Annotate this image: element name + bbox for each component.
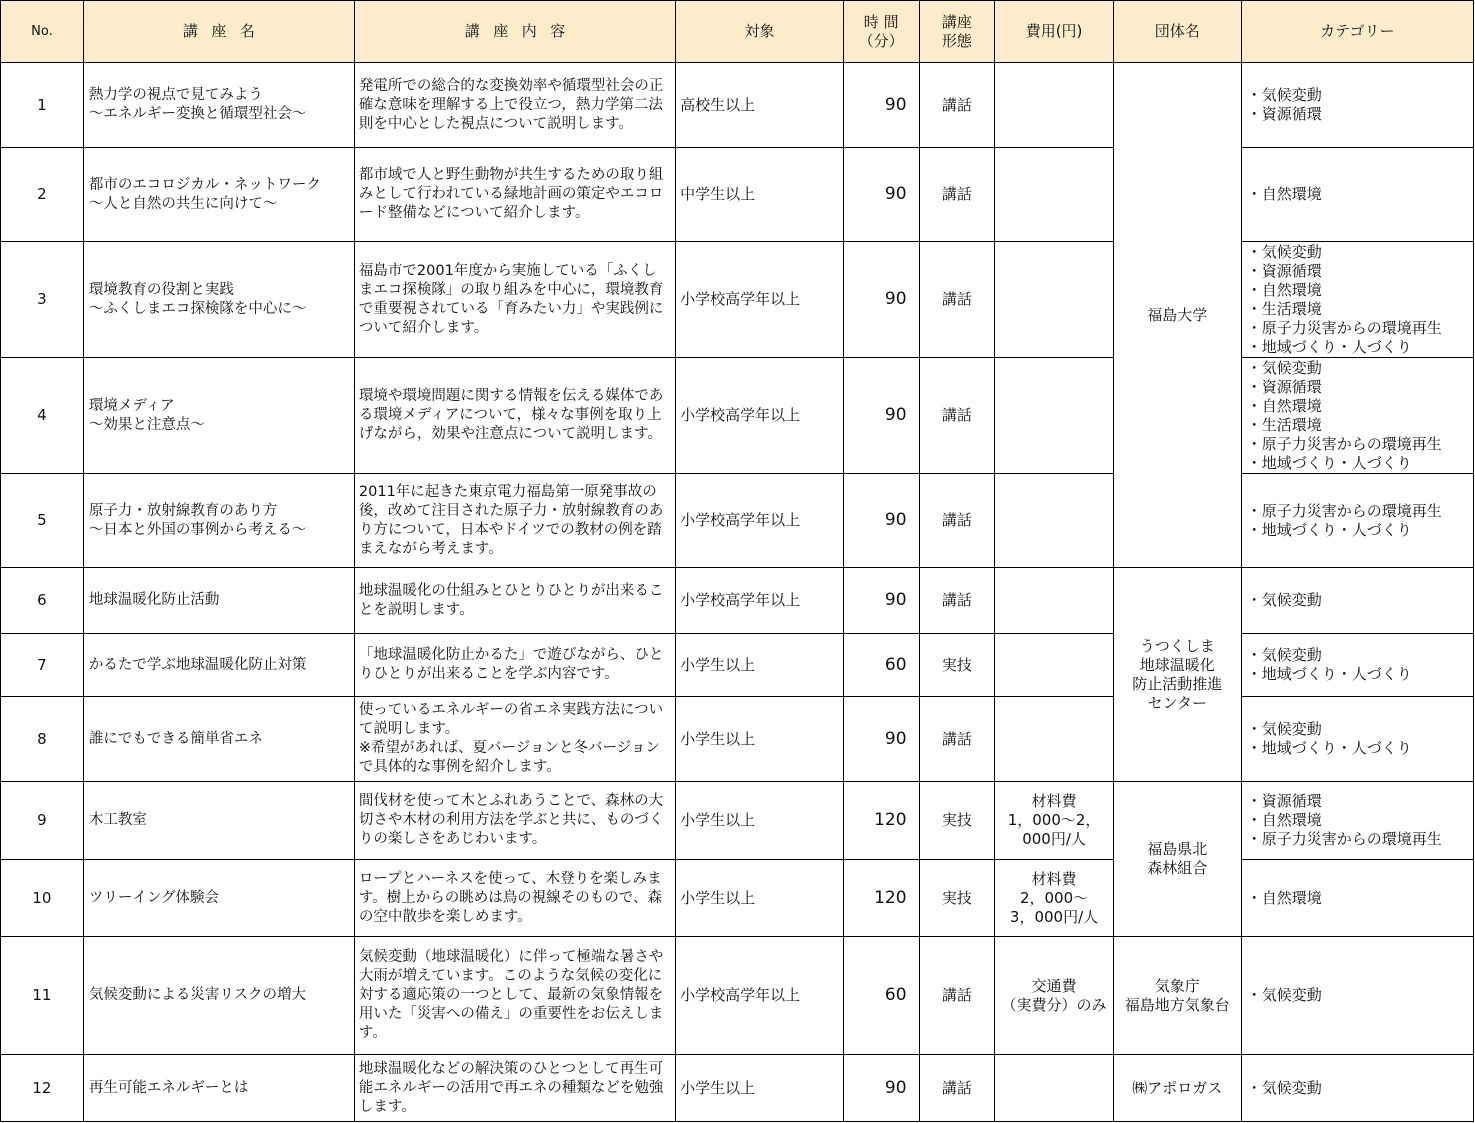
category-item: ・気候変動 <box>1246 720 1322 738</box>
lecture-title-line: ～ふくしまエコ探検隊を中心に～ <box>88 300 307 317</box>
category-list <box>1241 697 1473 782</box>
lecture-content: 間伐材を使って木とふれあうことで、森林の大切さや木材の利用方法を学ぶと共に、ものづくりの楽しさをあじわいます。 <box>354 782 675 860</box>
category-list <box>1241 242 1473 358</box>
duration-minutes: 90 <box>843 358 919 474</box>
lecture-format: 講話 <box>919 937 995 1055</box>
row-number: 10 <box>1 860 84 937</box>
cost-line: （実費分）のみ <box>1001 995 1107 1014</box>
category-item: ・気候変動 <box>1246 646 1322 664</box>
table-row <box>1 782 1474 860</box>
lecture-title <box>83 782 354 860</box>
duration-minutes: 60 <box>843 634 919 697</box>
organization-line: 森林組合 <box>1147 859 1208 877</box>
cost-line: 2，000～ <box>1019 888 1089 907</box>
target-audience: 小学生以上 <box>676 697 844 782</box>
duration-minutes: 90 <box>843 474 919 568</box>
duration-minutes: 60 <box>843 937 919 1055</box>
category-item: ・自然環境 <box>1246 396 1322 415</box>
duration-minutes: 120 <box>843 860 919 937</box>
duration-minutes: 120 <box>843 782 919 860</box>
duration-minutes: 90 <box>843 63 919 148</box>
target-audience: 小学校高学年以上 <box>676 358 844 474</box>
header-target: 対象 <box>676 1 844 63</box>
lecture-title <box>83 63 354 148</box>
category-item: ・自然環境 <box>1246 888 1322 907</box>
lecture-title-line: 環境メディア <box>88 397 175 414</box>
category-item: ・地域づくり・人づくり <box>1246 520 1412 539</box>
duration-minutes: 90 <box>843 568 919 634</box>
lecture-title-line: かるたで学ぶ地球温暖化防止対策 <box>88 656 307 673</box>
lecture-title-line: 気候変動による災害リスクの増大 <box>88 987 307 1003</box>
target-audience: 小学校高学年以上 <box>676 474 844 568</box>
category-list <box>1241 937 1473 1055</box>
organization-line: センター <box>1147 693 1207 712</box>
row-number: 4 <box>1 358 84 474</box>
target-audience: 高校生以上 <box>676 63 844 148</box>
table-row <box>1 697 1474 782</box>
row-number: 12 <box>1 1055 84 1122</box>
duration-minutes: 90 <box>843 242 919 358</box>
category-item: ・気候変動 <box>1246 986 1322 1004</box>
category-item: ・資源循環 <box>1246 105 1322 123</box>
lecture-title <box>83 937 354 1055</box>
lecture-title-line: 木工教室 <box>88 812 147 828</box>
organization-line: 福島地方気象台 <box>1124 995 1230 1014</box>
category-item: ・原子力災害からの環境再生 <box>1246 830 1442 848</box>
lecture-title-line: 原子力・放射線教育のあり方 <box>88 502 278 519</box>
cost-cell <box>995 474 1114 568</box>
lecture-title-line: 熱力学の視点で見てみよう <box>88 87 263 103</box>
category-item: ・自然環境 <box>1246 185 1322 203</box>
category-item: ・資源循環 <box>1246 377 1322 396</box>
lecture-title <box>83 474 354 568</box>
category-item: ・地域づくり・人づくり <box>1246 453 1412 472</box>
header-time: 時 間 （分） <box>843 1 919 63</box>
organization-line: うつくしま <box>1139 636 1215 655</box>
lecture-title-line: ツリーイング体験会 <box>88 889 220 906</box>
category-item: ・地域づくり・人づくり <box>1246 665 1412 683</box>
header-category: カテゴリー <box>1241 1 1473 63</box>
header-content: 講座内容 <box>354 1 675 63</box>
duration-minutes: 90 <box>843 1055 919 1122</box>
row-number: 5 <box>1 474 84 568</box>
target-audience: 中学生以上 <box>676 148 844 242</box>
category-item: ・気候変動 <box>1246 242 1322 261</box>
row-number: 7 <box>1 634 84 697</box>
lecture-content: 発電所での総合的な変換効率や循環型社会の正確な意味を理解する上で役立つ，熱力学第二法則を中心とした視点について説明します。 <box>354 63 675 148</box>
category-item: ・地域づくり・人づくり <box>1246 337 1412 356</box>
category-list <box>1241 358 1473 474</box>
cost-line: 1，000～2， <box>1007 811 1101 829</box>
lecture-title-line: ～効果と注意点～ <box>88 416 205 433</box>
lecture-format: 実技 <box>919 634 995 697</box>
lecture-format: 講話 <box>919 148 995 242</box>
table-row <box>1 1055 1474 1122</box>
lecture-title <box>83 568 354 634</box>
cost-line: 材料費 <box>1031 792 1077 810</box>
table-row <box>1 148 1474 242</box>
header-form: 講座 形態 <box>919 1 995 63</box>
row-number: 2 <box>1 148 84 242</box>
lecture-content: 2011年に起きた東京電力福島第一原発事故の後，改めて注目された原子力・放射線教育のあり方について，日本やドイツでの教材の例を踏まえながら考えます。 <box>354 474 675 568</box>
table-row <box>1 358 1474 474</box>
header-cost: 費用(円) <box>995 1 1114 63</box>
category-item: ・資源循環 <box>1246 261 1322 280</box>
lecture-format: 講話 <box>919 568 995 634</box>
lecture-title-line: 誰にでもできる簡単省エネ <box>88 730 263 747</box>
lecture-format: 講話 <box>919 474 995 568</box>
table-body <box>1 63 1474 1122</box>
category-item: ・原子力災害からの環境再生 <box>1246 501 1442 520</box>
cost-line: 交通費 <box>1031 976 1077 995</box>
category-list <box>1241 782 1473 860</box>
lecture-title <box>83 697 354 782</box>
lecture-content: 「地球温暖化防止かるた」で遊びながら、ひとりひとりが出来ることを学ぶ内容です。 <box>354 634 675 697</box>
duration-minutes: 90 <box>843 148 919 242</box>
lecture-content: 都市域で人と野生動物が共生するための取り組みとして行われている緑地計画の策定やエコロード整備などについて紹介します。 <box>354 148 675 242</box>
cost-cell <box>995 63 1114 148</box>
lecture-title <box>83 242 354 358</box>
lecture-format: 実技 <box>919 782 995 860</box>
cost-cell <box>995 242 1114 358</box>
table-row <box>1 634 1474 697</box>
category-item: ・気候変動 <box>1246 591 1322 609</box>
organization-name <box>1113 937 1241 1055</box>
category-item: ・生活環境 <box>1246 415 1322 434</box>
organization-name <box>1113 568 1241 782</box>
organization-line: 福島県北 <box>1147 840 1208 858</box>
lecture-title <box>83 358 354 474</box>
category-item: ・自然環境 <box>1246 280 1322 299</box>
category-item: ・気候変動 <box>1246 1078 1322 1097</box>
category-list <box>1241 1055 1473 1122</box>
lecture-content: 地球温暖化の仕組みとひとりひとりが出来ることを説明します。 <box>354 568 675 634</box>
duration-minutes: 90 <box>843 697 919 782</box>
organization-line: 福島大学 <box>1147 305 1208 324</box>
cost-cell <box>995 148 1114 242</box>
cost-cell <box>995 568 1114 634</box>
organization-line: 地球温暖化 <box>1139 655 1215 674</box>
row-number: 11 <box>1 937 84 1055</box>
cost-cell <box>995 634 1114 697</box>
lecture-title-line: 都市のエコロジカル・ネットワーク <box>88 176 321 193</box>
lecture-format: 講話 <box>919 358 995 474</box>
lecture-title-line: 地球温暖化防止活動 <box>88 592 220 608</box>
target-audience: 小学校高学年以上 <box>676 937 844 1055</box>
organization-name <box>1113 782 1241 937</box>
cost-cell <box>995 937 1114 1055</box>
row-number: 9 <box>1 782 84 860</box>
target-audience: 小学校高学年以上 <box>676 568 844 634</box>
table-row <box>1 242 1474 358</box>
lecture-title-line: 再生可能エネルギーとは <box>88 1079 249 1096</box>
header-row <box>1 1 1474 63</box>
lecture-title-line: ～日本と外国の事例から考える～ <box>88 521 307 538</box>
category-item: ・原子力災害からの環境再生 <box>1246 318 1442 337</box>
category-item: ・地域づくり・人づくり <box>1246 739 1412 757</box>
table-row <box>1 568 1474 634</box>
lecture-content: 気候変動（地球温暖化）に伴って極端な暑さや大雨が増えています。このような気候の変化に対する適応策の一つとして、最新の気象情報を用いた「災害への備え」の重要性をお伝えします。 <box>354 937 675 1055</box>
lecture-content: 福島市で2001年度から実施している「ふくしまエコ探検隊」の取り組みを中心に，環境教育で重要視されている「育みたい力」や実践例について紹介します。 <box>354 242 675 358</box>
cost-line: 材料費 <box>1031 869 1077 888</box>
target-audience: 小学生以上 <box>676 860 844 937</box>
category-list <box>1241 63 1473 148</box>
cost-cell <box>995 358 1114 474</box>
category-item: ・自然環境 <box>1246 811 1322 829</box>
lecture-content: 使っているエネルギーの省エネ実践方法について説明します。 ※希望があれば、夏バージョンと冬バージョンで具体的な事例を紹介します。 <box>354 697 675 782</box>
category-item: ・原子力災害からの環境再生 <box>1246 434 1442 453</box>
table-row <box>1 63 1474 148</box>
row-number: 6 <box>1 568 84 634</box>
lecture-title-line: 環境教育の役割と実践 <box>88 281 234 298</box>
organization-name <box>1113 1055 1241 1122</box>
organization-line: 気象庁 <box>1154 976 1200 995</box>
header-title: 講座名 <box>83 1 354 63</box>
category-list <box>1241 568 1473 634</box>
target-audience: 小学生以上 <box>676 1055 844 1122</box>
lecture-format: 講話 <box>919 1055 995 1122</box>
category-item: ・気候変動 <box>1246 358 1322 377</box>
cost-cell <box>995 782 1114 860</box>
category-item: ・資源循環 <box>1246 792 1322 810</box>
category-list <box>1241 634 1473 697</box>
lecture-format: 実技 <box>919 860 995 937</box>
lecture-content: 地球温暖化などの解決策のひとつとして再生可能エネルギーの活用で再エネの種類などを勉強します。 <box>354 1055 675 1122</box>
lecture-title-line: ～人と自然の共生に向けて～ <box>88 195 278 212</box>
target-audience: 小学校高学年以上 <box>676 242 844 358</box>
lecture-format: 講話 <box>919 63 995 148</box>
category-list <box>1241 474 1473 568</box>
lecture-title <box>83 148 354 242</box>
header-org: 団体名 <box>1113 1 1241 63</box>
category-list <box>1241 860 1473 937</box>
lecture-format: 講話 <box>919 242 995 358</box>
cost-line: 000円/人 <box>1022 830 1086 848</box>
cost-cell <box>995 697 1114 782</box>
table-row <box>1 474 1474 568</box>
header-no: No. <box>1 1 84 63</box>
lecture-title <box>83 1055 354 1122</box>
category-list <box>1241 148 1473 242</box>
cost-line: 3，000円/人 <box>1009 907 1099 926</box>
row-number: 3 <box>1 242 84 358</box>
cost-cell <box>995 860 1114 937</box>
category-item: ・気候変動 <box>1246 86 1322 104</box>
category-item: ・生活環境 <box>1246 299 1322 318</box>
lecture-title <box>83 634 354 697</box>
organization-line: ㈱アポロガス <box>1132 1078 1223 1097</box>
row-number: 8 <box>1 697 84 782</box>
organization-name <box>1113 63 1241 568</box>
cost-cell <box>995 1055 1114 1122</box>
lecture-title-line: ～エネルギー変換と循環型社会～ <box>88 106 307 122</box>
table-row <box>1 937 1474 1055</box>
lecture-title <box>83 860 354 937</box>
organization-line: 防止活動推進 <box>1132 674 1223 693</box>
lecture-content: ロープとハーネスを使って、木登りを楽しみます。樹上からの眺めは鳥の視線そのもので、森の空中散歩を楽しめます。 <box>354 860 675 937</box>
row-number: 1 <box>1 63 84 148</box>
target-audience: 小学生以上 <box>676 634 844 697</box>
table-row <box>1 860 1474 937</box>
target-audience: 小学生以上 <box>676 782 844 860</box>
lecture-content: 環境や環境問題に関する情報を伝える媒体である環境メディアについて，様々な事例を取り上げながら，効果や注意点について説明します。 <box>354 358 675 474</box>
lecture-format: 講話 <box>919 697 995 782</box>
